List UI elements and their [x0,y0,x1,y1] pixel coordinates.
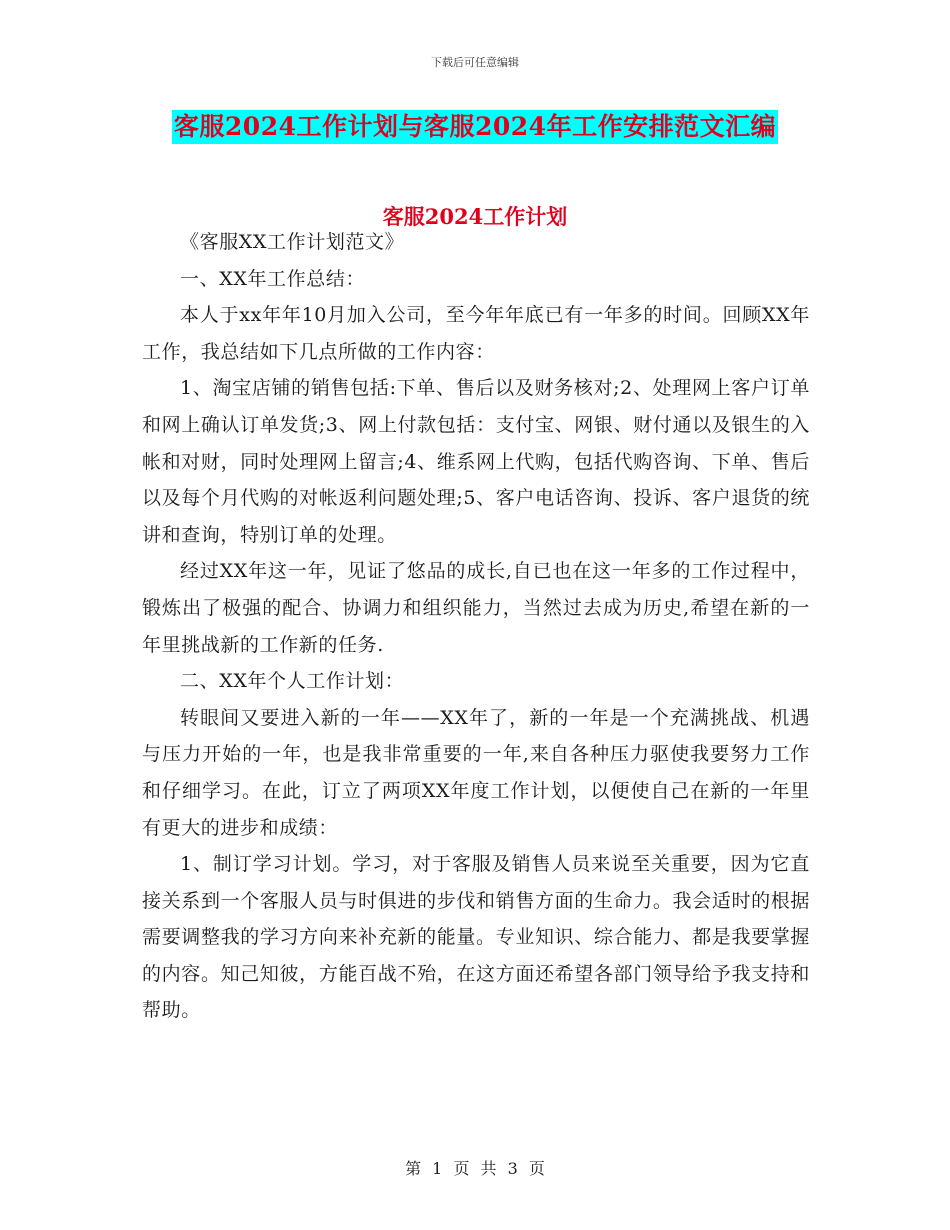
paragraph: 二、XX年个人工作计划： [180,670,405,693]
document-title: 客服2024工作计划与客服2024年工作安排范文汇编 [172,110,778,144]
document-body [142,224,810,1029]
document-title-container [0,110,950,144]
paragraph: 经过XX年这一年，见证了悠品的成长,自已也在这一年多的工作过程中，锻炼出了极强的配合、协调力和组织能力，当然过去成为历史,希望在新的一年里挑战新的工作新的任务. [142,560,810,656]
paragraph: 《客服XX工作计划范文》 [180,231,405,253]
page-number-footer: 第 1 页 共 3 页 [405,1159,545,1178]
paragraph: 一、XX年工作总结： [180,267,366,290]
header-note: 下载后可任意编辑 [431,56,519,69]
paragraph: 转眼间又要进入新的一年——XX年了，新的一年是一个充满挑战、机遇与压力开始的一年，也是我非常重要的一年,来自各种压力驱使我要努力工作和仔细学习。在此，订立了两项XX年度工作计划，以便使自己在新的一年里有更大的进步和成绩： [142,706,810,839]
paragraph: 本人于xx年年10月加入公司，至今年年底已有一年多的时间。回顾XX年工作，我总结如下几点所做的工作内容： [142,304,810,363]
paragraph: 1、淘宝店铺的销售包括:下单、售后以及财务核对;2、处理网上客户订单和网上确认订单发货;3、网上付款包括：支付宝、网银、财付通以及银生的入帐和对财，同时处理网上留言;4、维系网上代购，包括代购咨询、下单、售后以及每个月代购的对帐返利问题处理;5、客户电话咨询、投诉、客户退货的统讲和查询，特别订单的处理。 [142,377,810,546]
paragraph: 1、制订学习计划。学习，对于客服及销售人员来说至关重要，因为它直接关系到一个客服人员与时俱进的步伐和销售方面的生命力。我会适时的根据需要调整我的学习方向来补充新的能量。专业知识、综合能力、都是我要掌握的内容。知己知彼，方能百战不殆，在这方面还希望各部门领导给予我支持和帮助。 [142,853,810,1022]
section-title: 客服2024工作计划 [382,204,568,229]
